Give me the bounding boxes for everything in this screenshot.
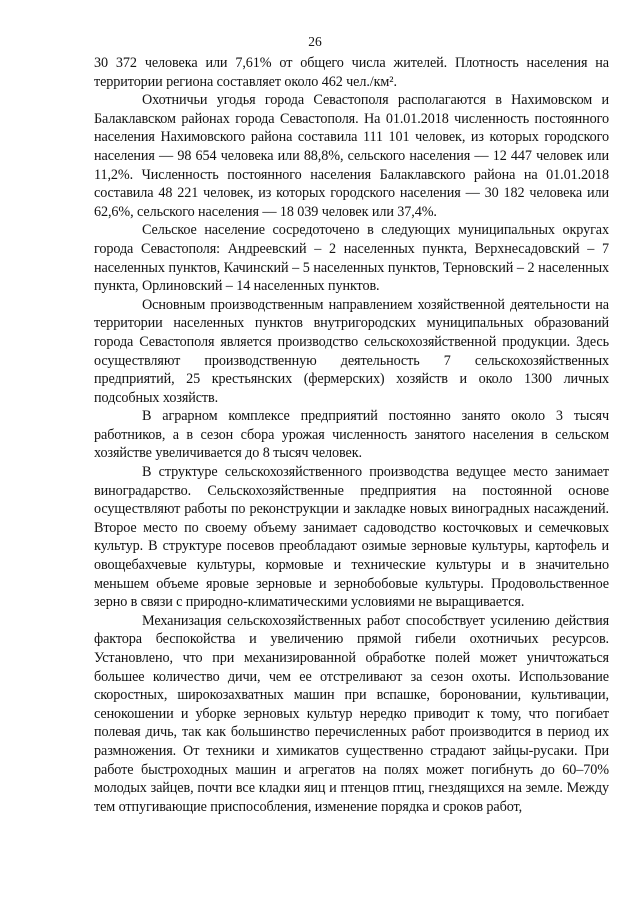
paragraph-economic-activity: Основным производственным направлением хозяйственной деятельности на территории населенных пунктов внутригородских муниципальных образований города Севастополя является производство сельскохозяйственной продукции. Здесь осуществляют производственную деятельность 7 сельскохозяйственных предприятий, 25 крестьянских (фермерских) хозяйств и около 1300 личных подсобных хозяйств. <box>94 296 609 406</box>
paragraph-hunting-grounds: Охотничьи угодья города Севастополя располагаются в Нахимовском и Балаклавском районах города Севастополя. На 01.01.2018 численность постоянного населения Нахимовского района составила 111 101 человек, из которых городского населения — 98 654 человека или 88,8%, сельского населения — 12 447 человек или 11,2%. Численность постоянного населения Балаклавского района на 01.01.2018 составила 48 221 человек, из которых городского населения — 30 182 человека или 62,6%, сельского населения — 18 039 человек или 37,4%. <box>94 92 609 220</box>
paragraph-agrarian-workers: В аграрном комплексе предприятий постоянно занято около 3 тысяч работников, а в сезон сбора урожая численность занятого населения в сельском хозяйстве увеличивается до 8 тысяч человек. <box>94 408 609 462</box>
paragraph-mechanization: Механизация сельскохозяйственных работ способствует усилению действия фактора беспокойства и увеличению прямой гибели охотничьих ресурсов. Установлено, что при механизированной обработке полей может уничтожаться большее количество дичи, чем ее отстреливают за сезон охоты. Использование скоростных, широкозахватных машин при вспашке, бороновании, культивации, сенокошении и уборке зерновых культур нередко приводит к тому, что погибает полевая дичь, так как большинство перечисленных работ производится в период их размножения. От техники и химикатов существенно страдают зайцы-русаки. При работе быстроходных машин и агрегатов на полях может погибнуть до 60–70% молодых зайцев, почти все кладки яиц и птенцов птиц, гнездящихся на земле. Между тем отпугивающие приспособления, изменение порядка и сроков работ, <box>94 612 609 815</box>
paragraph-agricultural-structure: В структуре сельскохозяйственного производства ведущее место занимает виноградарство. Сельскохозяйственные предприятия на постоянной основе осуществляют работы по реконструкции и закладке новых виноградных насаждений. Второе место по своему объему занимает садоводство косточковых и семечковых культур. В структуре посевов преобладают озимые зерновые культуры, картофель и овощебахчевые культуры, кормовые и технические культуры и в значительно меньшем объеме яровые зерновые и зернобобовые культуры. Продовольственное зерно в связи с природно-климатическими условиями не выращивается. <box>94 464 609 611</box>
page-body <box>94 54 609 816</box>
page-number: 26 <box>308 34 322 49</box>
paragraph-population-density: 30 372 человека или 7,61% от общего числа жителей. Плотность населения на территории региона составляет около 462 чел./км². <box>94 55 609 90</box>
paragraph-rural-population: Сельское население сосредоточено в следующих муниципальных округах города Севастополя: Андреевский – 2 населенных пункта, Верхнесадовский – 7 населенных пунктов, Качинский – 5 населенных пунктов, Терновский – 2 населенных пункта, Орлиновский – 14 населенных пунктов. <box>94 222 609 295</box>
